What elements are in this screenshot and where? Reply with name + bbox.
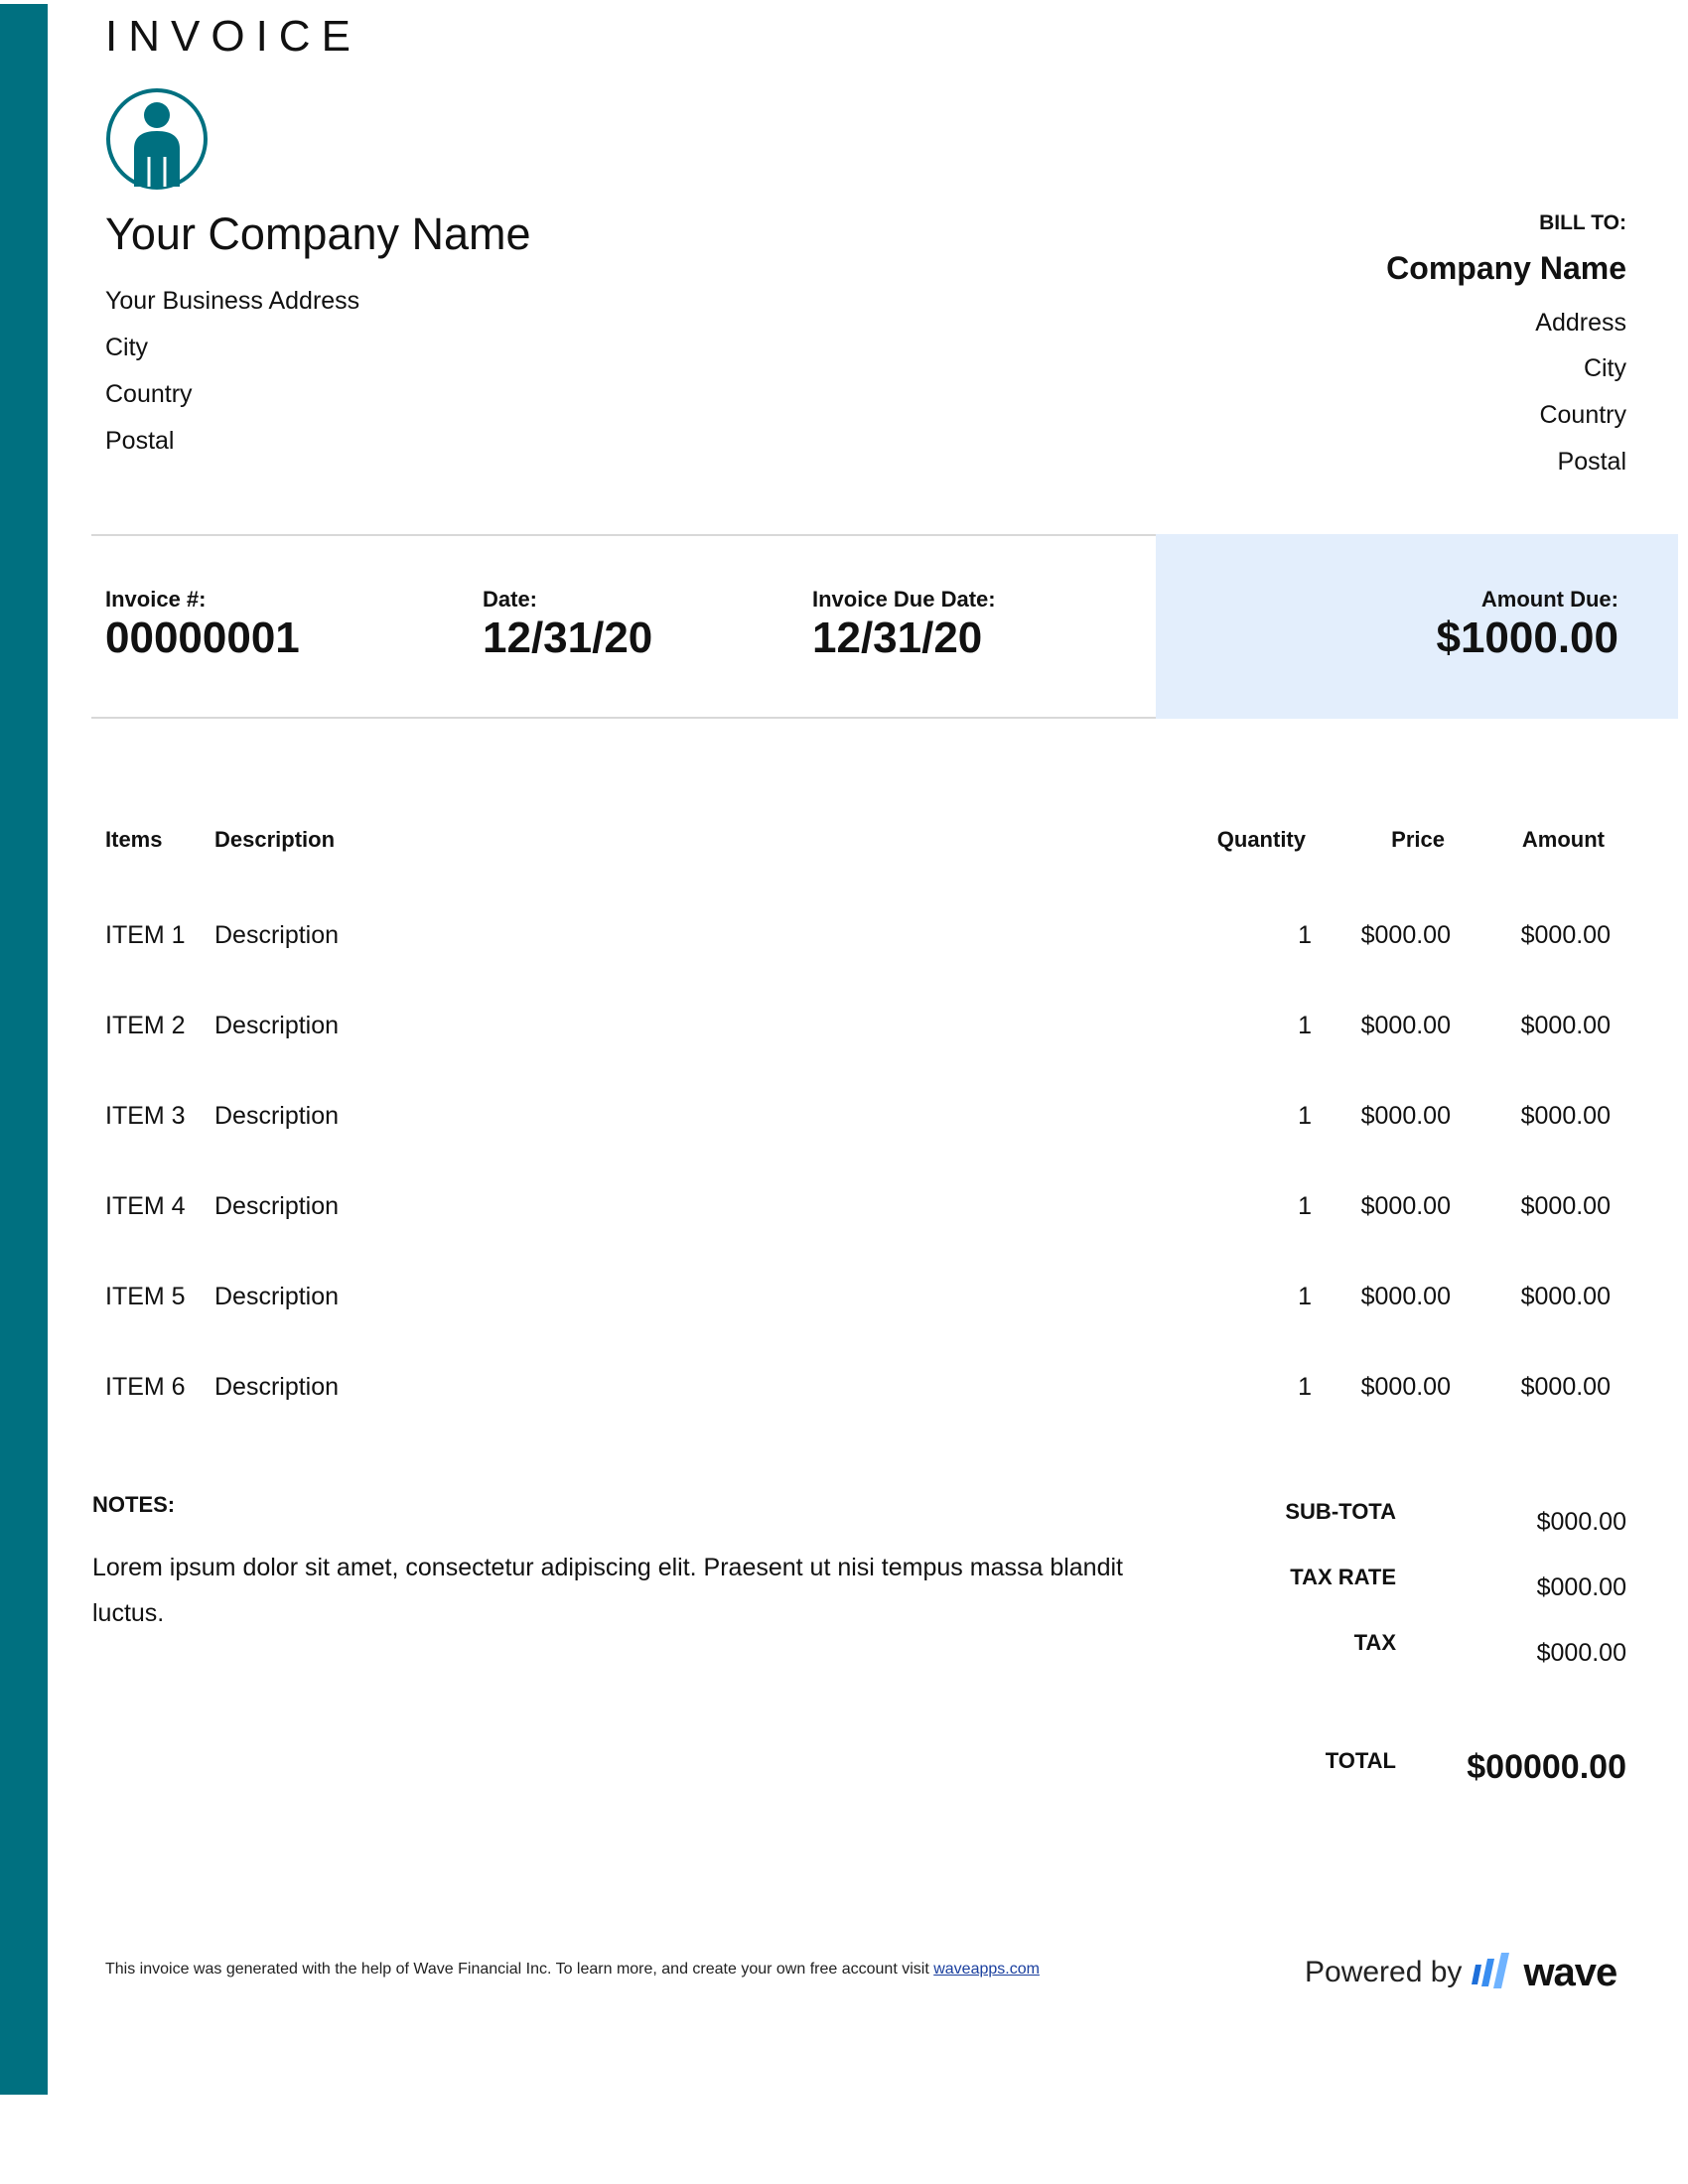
- footer-text: This invoice was generated with the help of Wave Financial Inc. To learn more, and create your own free account visit: [105, 1961, 929, 1978]
- item-quantity: 1: [1298, 1012, 1312, 1039]
- item-price: $000.00: [1360, 1102, 1451, 1130]
- tax-label: TAX: [1353, 1630, 1396, 1655]
- wave-brand-name: wave: [1523, 1950, 1618, 1994]
- column-header-items: Items: [105, 827, 163, 852]
- item-amount: $000.00: [1520, 1192, 1611, 1220]
- tax-rate-label: TAX RATE: [1290, 1565, 1396, 1589]
- table-row: [105, 1192, 1615, 1232]
- column-header-amount: Amount: [1521, 827, 1605, 852]
- tax-rate-value: $000.00: [1536, 1573, 1626, 1601]
- accent-bar: [0, 4, 48, 2095]
- item-name: ITEM 5: [105, 1283, 186, 1310]
- due-date-label: Invoice Due Date:: [812, 587, 996, 612]
- date-label: Date:: [483, 587, 538, 612]
- wave-logo-icon: [1472, 1951, 1517, 1995]
- subtotal-label: SUB-TOTA: [1285, 1499, 1396, 1524]
- table-row: [105, 921, 1615, 961]
- item-description: Description: [214, 1192, 340, 1220]
- waveapps-link[interactable]: waveapps.com: [933, 1961, 1040, 1978]
- notes-label: NOTES:: [92, 1492, 176, 1517]
- invoice-number-label: Invoice #:: [105, 587, 207, 612]
- item-price: $000.00: [1360, 1373, 1451, 1401]
- bill-to-address: Address: [1535, 309, 1626, 337]
- subtotal-value: $000.00: [1536, 1508, 1626, 1536]
- bill-to-city: City: [1583, 354, 1626, 382]
- from-postal: Postal: [105, 427, 175, 455]
- due-date: 12/31/20: [812, 614, 983, 662]
- from-city: City: [105, 334, 149, 361]
- amount-due-label: Amount Due:: [1480, 587, 1618, 612]
- person-avatar-icon: [105, 87, 209, 191]
- invoice-date: 12/31/20: [483, 614, 653, 662]
- powered-by-wave: [1305, 1948, 1617, 1997]
- item-description: Description: [214, 1012, 340, 1039]
- item-name: ITEM 2: [105, 1012, 186, 1039]
- item-name: ITEM 3: [105, 1102, 186, 1130]
- item-description: Description: [214, 921, 340, 949]
- item-quantity: 1: [1298, 1102, 1312, 1130]
- bill-to-label: BILL TO:: [1539, 211, 1626, 234]
- item-quantity: 1: [1298, 1283, 1312, 1310]
- from-address: Your Business Address: [105, 287, 360, 315]
- table-row: [105, 1283, 1615, 1322]
- total-label: TOTAL: [1325, 1748, 1396, 1773]
- footer-note: [105, 1961, 1040, 1979]
- item-amount: $000.00: [1520, 921, 1611, 949]
- item-quantity: 1: [1298, 1192, 1312, 1220]
- bill-to-country: Country: [1539, 401, 1626, 429]
- item-description: Description: [214, 1283, 340, 1310]
- item-quantity: 1: [1298, 1373, 1312, 1401]
- invoice-title: INVOICE: [105, 12, 361, 61]
- bill-to-postal: Postal: [1557, 448, 1626, 476]
- item-name: ITEM 4: [105, 1192, 186, 1220]
- total-value: $00000.00: [1467, 1748, 1626, 1786]
- item-amount: $000.00: [1520, 1283, 1611, 1310]
- column-header-price: Price: [1391, 827, 1445, 852]
- invoice-number: 00000001: [105, 614, 300, 662]
- item-amount: $000.00: [1520, 1373, 1611, 1401]
- from-country: Country: [105, 380, 193, 408]
- item-price: $000.00: [1360, 1283, 1451, 1310]
- item-description: Description: [214, 1102, 340, 1130]
- item-price: $000.00: [1360, 921, 1451, 949]
- item-name: ITEM 6: [105, 1373, 186, 1401]
- column-header-description: Description: [214, 827, 336, 852]
- table-row: [105, 1373, 1615, 1413]
- item-quantity: 1: [1298, 921, 1312, 949]
- item-description: Description: [214, 1373, 340, 1401]
- item-price: $000.00: [1360, 1192, 1451, 1220]
- tax-value: $000.00: [1536, 1639, 1626, 1667]
- item-amount: $000.00: [1520, 1102, 1611, 1130]
- notes-text: Lorem ipsum dolor sit amet, consectetur adipiscing elit. Praesent ut nisi tempus massa blandit luctus.: [92, 1554, 1123, 1627]
- from-company-name: Your Company Name: [105, 208, 531, 259]
- column-header-quantity: Quantity: [1216, 827, 1306, 852]
- powered-by-text: Powered by: [1305, 1956, 1463, 1988]
- amount-due: $1000.00: [1436, 614, 1618, 662]
- table-row: [105, 1012, 1615, 1051]
- bill-to-company: Company Name: [1386, 250, 1626, 286]
- item-price: $000.00: [1360, 1012, 1451, 1039]
- item-name: ITEM 1: [105, 921, 186, 949]
- item-amount: $000.00: [1520, 1012, 1611, 1039]
- table-row: [105, 1102, 1615, 1142]
